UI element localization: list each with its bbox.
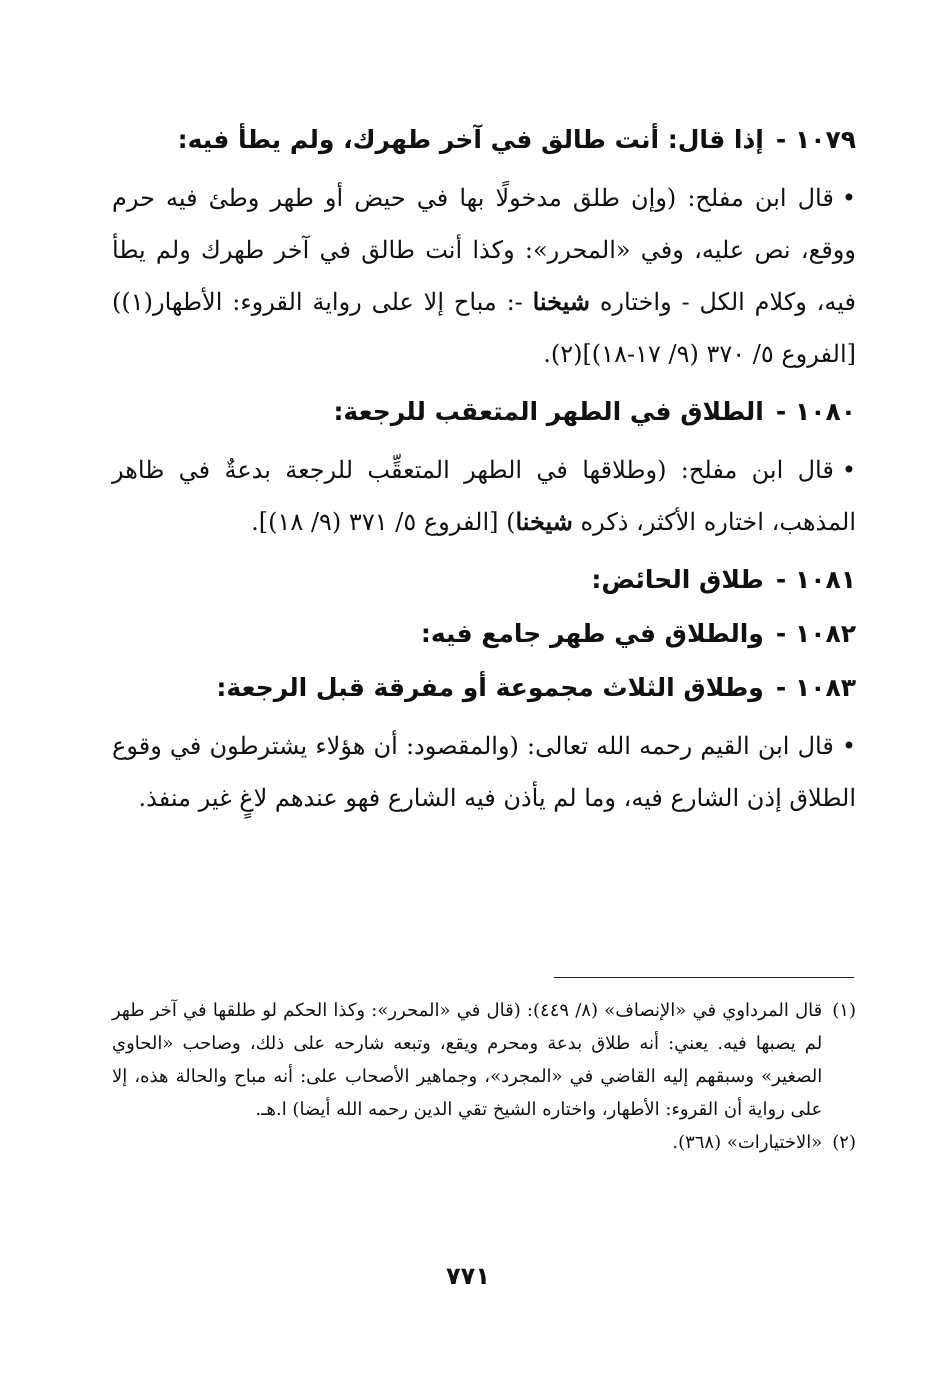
- paragraph-bold-term: شيخنا: [532, 287, 591, 316]
- footnote-mark: (٢): [832, 1132, 856, 1153]
- section-number: ١٠٨٢ -: [775, 619, 856, 648]
- footnote-separator: [554, 977, 854, 978]
- section-title: وطلاق الثلاث مجموعة أو مفرقة قبل الرجعة:: [216, 673, 764, 702]
- section-title: إذا قال: أنت طالق في آخر طهرك، ولم يطأ فيه:: [177, 125, 764, 154]
- bullet-icon: •: [841, 184, 856, 212]
- section-number: ١٠٨١ -: [775, 565, 856, 594]
- section-heading-1080: [112, 390, 856, 434]
- footnote-text: «الاختيارات» (٣٦٨).: [672, 1132, 823, 1153]
- section-paragraph-1080: [112, 444, 856, 548]
- paragraph-bold-term: شيخنا: [515, 507, 573, 536]
- paragraph-text-end: ) [الفروع ٥/ ٣٧١ (٩/ ١٨)].: [251, 508, 516, 536]
- footnote-text: قال المرداوي في «الإنصاف» (٨/ ٤٤٩): (قال في «المحرر»: وكذا الحكم لو طلقها في آخر طهر لم يصبها فيه. يعني: أنه طلاق بدعة ومحرم ويقع، وتبعه شارحه على ذلك، وصاحب «الحاوي الصغير» وسبقهم إليه القاضي في «المجرد»، وجماهير الأصحاب على: أنه مباح والحالة هذه، إلا على رواية أن القروء: الأطهار، واختاره الشيخ تقي الدين رحمه الله أيضا) ا.هـ.: [112, 1000, 823, 1120]
- section-paragraph-1083: [112, 720, 856, 824]
- paragraph-text-start: قال ابن القيم رحمه الله تعالى: (والمقصود: أن هؤلاء يشترطون في وقوع الطلاق إذن الشارع فيه، وما لم يأذن فيه الشارع فهو عندهم لاغٍ غير منفذ.: [112, 732, 856, 812]
- section-heading-1079: [112, 118, 856, 162]
- section-heading-1082: [112, 612, 856, 656]
- section-title: الطلاق في الطهر المتعقب للرجعة:: [333, 397, 764, 426]
- paragraph-text-start: قال ابن مفلح: (وإن طلق مدخولًا بها في حيض أو طهر وطئ فيه حرم ووقع، نص عليه، وفي «المحرر»: وكذا أنت طالق في آخر طهرك ولم يطأ فيه، وكلام الكل - واختاره: [112, 184, 856, 316]
- bullet-icon: •: [841, 456, 856, 484]
- paragraph-text-end: -: مباح إلا على رواية القروء: الأطهار(١)) [الفروع ٥/ ٣٧٠ (٩/ ١٧-١٨)](٢).: [112, 288, 856, 368]
- section-number: ١٠٨٣ -: [775, 673, 856, 702]
- section-paragraph-1079: [112, 172, 856, 380]
- section-number: ١٠٨٠ -: [775, 397, 856, 426]
- section-heading-1081: [112, 558, 856, 602]
- section-heading-1083: [112, 666, 856, 710]
- main-text: [112, 118, 856, 834]
- bullet-icon: •: [841, 732, 856, 760]
- section-title: طلاق الحائض:: [591, 565, 764, 594]
- footnote-2: [112, 1126, 856, 1159]
- paragraph-text-start: قال ابن مفلح: (وطلاقها في الطهر المتعقِّب للرجعة بدعةٌ في ظاهر المذهب، اختاره الأكثر، ذكره: [112, 456, 856, 536]
- section-title: والطلاق في طهر جامع فيه:: [420, 619, 764, 648]
- section-number: ١٠٧٩ -: [775, 125, 856, 154]
- footnote-mark: (١): [832, 1000, 856, 1021]
- page-number: ٧٧١: [446, 1262, 490, 1290]
- footnotes: [112, 994, 856, 1159]
- footnote-1: [112, 994, 856, 1126]
